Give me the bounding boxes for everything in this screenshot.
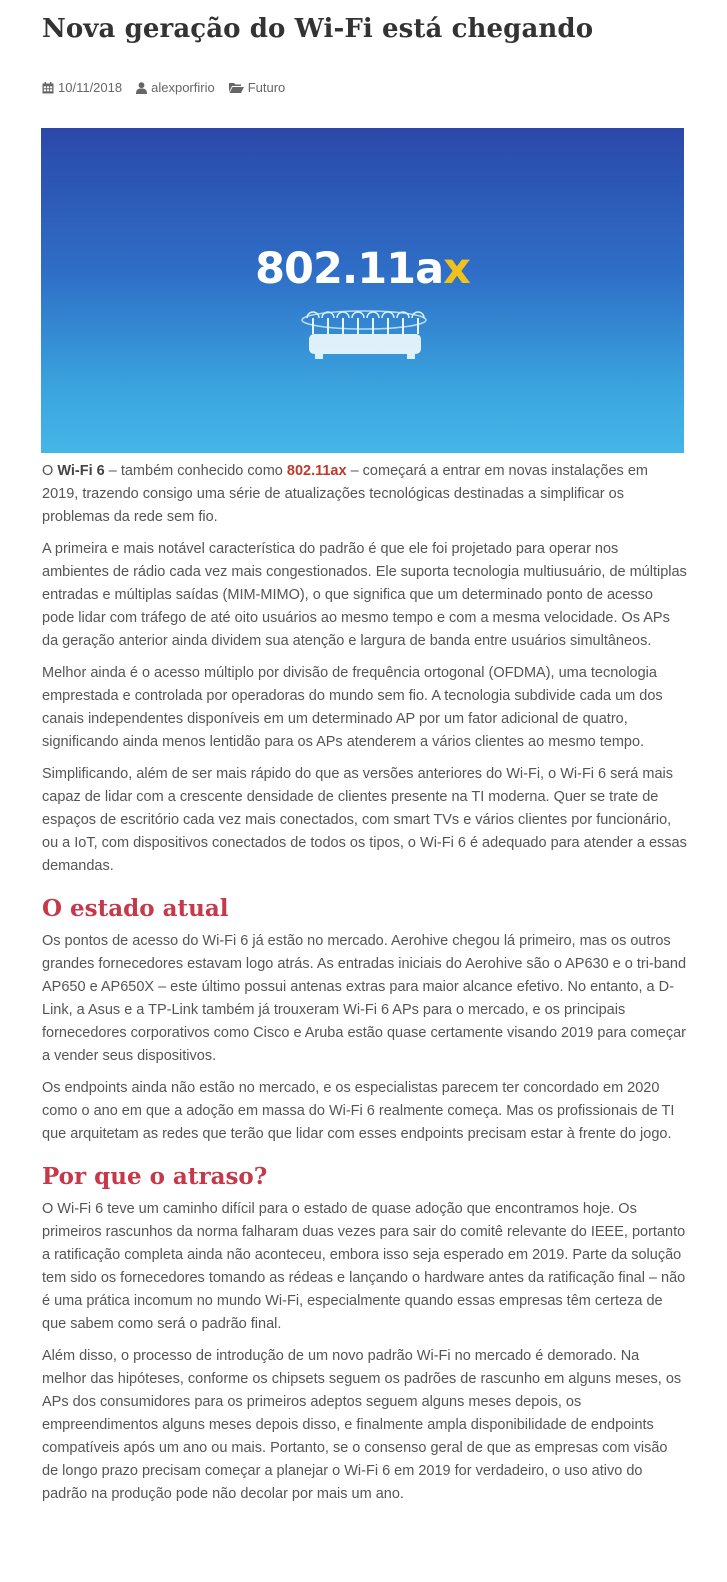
meta-author-text: alexporfirio (151, 80, 215, 95)
hero-title-accent: x (443, 244, 470, 294)
intro-p3: – começará a entrar em novas instalações em 2019, trazendo consigo uma série de atualizações tecnológicas destinadas a simplificar os problemas da rede sem fio. (42, 463, 648, 525)
intro-wifi6: Wi-Fi 6 (57, 463, 105, 479)
hero-title (41, 244, 684, 294)
section-heading-por-que-atraso: Por que o atraso? (42, 1163, 268, 1190)
intro-paragraph (42, 460, 687, 529)
meta-author[interactable] (136, 80, 215, 95)
paragraph: Simplificando, além de ser mais rápido do que as versões anteriores do Wi-Fi, o Wi-Fi 6 será mais capaz de lidar com a crescente densidade de clientes presente na TI moderna. Quer se trate de espaços de escritório cada vez mais conectados, com smart TVs e vários clientes por funcionário, ou a IoT, com dispositivos conectados de todos os tipos, o Wi-Fi 6 é adequado para atender a essas demandas. (42, 766, 687, 874)
hero-title-main: 802.11a (255, 244, 444, 294)
paragraph: Os endpoints ainda não estão no mercado, e os especialistas parecem ter concordado em 2020 como o ano em que a adoção em massa do Wi-Fi 6 realmente começa. Mas os profissionais de TI que arquitetam as redes que terão que lidar com esses endpoints precisam estar à frente do jogo. (42, 1080, 675, 1142)
paragraph: Melhor ainda é o acesso múltiplo por divisão de frequência ortogonal (OFDMA), uma tecnologia emprestada e controlada por operadoras do mundo sem fio. A tecnologia subdivide cada um dos canais independentes disponíveis em um determinado AP por um fator adicional de quatro, significando ainda menos lentidão para os APs atenderem a vários clientes ao mesmo tempo. (42, 665, 663, 750)
intro-802-11ax-link[interactable]: 802.11ax (286, 463, 347, 479)
article-title: Nova geração do Wi-Fi está chegando (42, 14, 594, 44)
router-icon (299, 308, 429, 368)
paragraph: Os pontos de acesso do Wi-Fi 6 já estão no mercado. Aerohive chegou lá primeiro, mas os outros grandes fornecedores estavam logo atrás. As entradas iniciais do Aerohive são o AP630 e o tri-band AP650 e AP650X – este último possui antenas extras para maior alcance efetivo. No entanto, a D-Link, a Asus e a TP-Link também já trouxeram Wi-Fi 6 APs para o mercado, e os principais fornecedores corporativos como Cisco e Aruba estão quase certamente visando 2019 para começar a vender seus dispositivos. (42, 933, 687, 1064)
folder-icon (229, 82, 244, 94)
intro-p2: – também conhecido como (104, 463, 287, 479)
meta-date-text: 10/11/2018 (58, 80, 123, 95)
hero-image (41, 128, 684, 453)
meta-date[interactable] (42, 80, 122, 95)
paragraph: O Wi-Fi 6 teve um caminho difícil para o estado de quase adoção que encontramos hoje. Os primeiros rascunhos da norma falharam duas vezes para sair do comitê relevante do IEEE, portanto a ratificação completa ainda não aconteceu, embora isso seja esperado em 2019. Parte da solução tem sido os fornecedores tomando as rédeas e lançando o hardware antes da ratificação final – não é uma prática incomum no mundo Wi-Fi, especialmente quando essas empresas têm certeza de que sabem como será o padrão final. (42, 1201, 686, 1332)
paragraph: Além disso, o processo de introdução de um novo padrão Wi-Fi no mercado é demorado. Na melhor das hipóteses, conforme os chipsets seguem os padrões de rascunho em alguns meses, os APs dos consumidores para os primeiros adeptos seguem alguns meses depois, os empreendimentos alguns meses depois disso, e finalmente ampla disponibilidade de endpoints compatíveis após um ano ou mais. Portanto, se o consenso geral de que as empresas com visão de longo prazo precisam começar a planejar o Wi-Fi 6 em 2019 for verdadeiro, o uso ativo do padrão na produção pode não decolar por mais um ano. (42, 1348, 682, 1502)
intro-p1: O (42, 463, 58, 479)
user-icon (136, 82, 147, 94)
meta-category-text: Futuro (247, 80, 286, 95)
post-meta (42, 80, 299, 95)
calendar-icon (42, 82, 54, 94)
paragraph: A primeira e mais notável característica do padrão é que ele foi projetado para operar nos ambientes de rádio cada vez mais congestionados. Ele suporta tecnologia multiusuário, de múltiplas entradas e múltiplas saídas (MIM-MIMO), o que significa que um determinado ponto de acesso pode lidar com tráfego de até oito usuários ao mesmo tempo e com a mesma velocidade. Os APs da geração anterior ainda dividem sua atenção e largura de banda entre usuários simultâneos. (42, 541, 687, 649)
meta-category[interactable] (229, 80, 286, 95)
section-heading-estado-atual: O estado atual (42, 895, 229, 922)
article-body (42, 460, 687, 1515)
